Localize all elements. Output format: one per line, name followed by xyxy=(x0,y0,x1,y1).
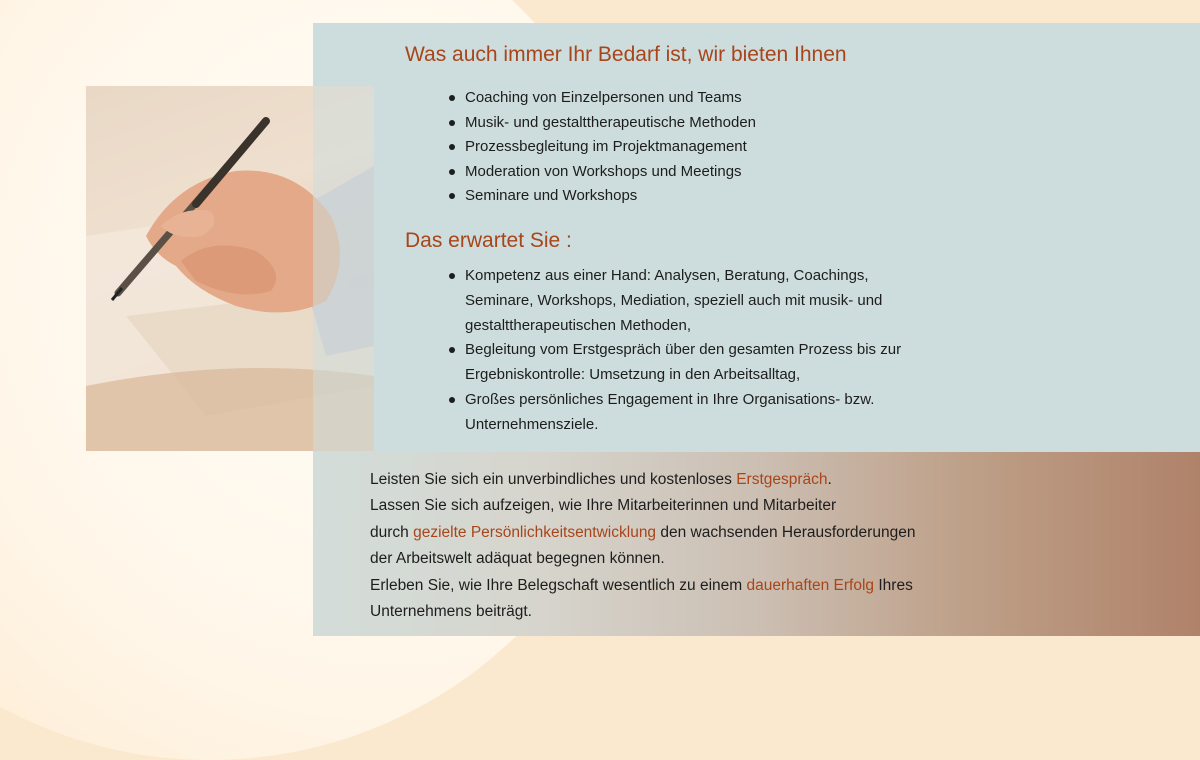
offer-heading: Was auch immer Ihr Bedarf ist, wir bieten Ihnen xyxy=(405,43,847,66)
highlight-persoenlichkeitsentwicklung: gezielte Persönlichkeitsentwicklung xyxy=(413,523,657,541)
highlight-dauerhafter-erfolg: dauerhaften Erfolg xyxy=(746,576,875,594)
list-item: Coaching von Einzelpersonen und Teams xyxy=(447,86,756,111)
closing-line xyxy=(370,520,1170,546)
closing-line: Unternehmens beiträgt. xyxy=(370,603,532,621)
expect-heading: Das erwartet Sie : xyxy=(405,229,572,252)
text: Erleben Sie, wie Ihre Belegschaft wesentlich zu einem xyxy=(370,576,747,594)
closing-line xyxy=(370,467,1170,493)
closing-paragraph xyxy=(370,467,1170,625)
text: den wachsenden Herausforderungen xyxy=(656,523,916,541)
list-item-line: Großes persönliches Engagement in Ihre Organisations- bzw. xyxy=(465,390,875,408)
list-item-line: Unternehmensziele. xyxy=(465,415,599,433)
list-item xyxy=(447,338,1007,388)
text: Leisten Sie sich ein unverbindliches und kostenloses xyxy=(370,471,737,488)
text: Ihres xyxy=(874,576,913,594)
closing-line xyxy=(370,573,1170,599)
list-item-line: Begleitung vom Erstgespräch über den gesamten Prozess bis zur xyxy=(465,341,902,359)
text: . xyxy=(827,471,832,488)
list-item xyxy=(447,388,1007,438)
list-item xyxy=(447,264,1007,338)
list-item-line: Ergebniskontrolle: Umsetzung in den Arbeitsalltag, xyxy=(465,366,801,384)
list-item-line: Seminare, Workshops, Mediation, speziell auch mit musik- und xyxy=(465,291,883,309)
list-item: Moderation von Workshops und Meetings xyxy=(447,160,756,185)
expect-list xyxy=(447,264,1007,438)
photo-overlay xyxy=(313,86,374,451)
list-item: Seminare und Workshops xyxy=(447,184,756,209)
list-item-line: Kompetenz aus einer Hand: Analysen, Beratung, Coachings, xyxy=(465,267,869,284)
list-item-line: gestalttherapeutischen Methoden, xyxy=(465,316,691,334)
closing-line: der Arbeitswelt adäquat begegnen können. xyxy=(370,550,665,568)
list-item: Musik- und gestalttherapeutische Methoden xyxy=(447,111,756,136)
closing-line: Lassen Sie sich aufzeigen, wie Ihre Mitarbeiterinnen und Mitarbeiter xyxy=(370,497,837,515)
offer-list xyxy=(447,86,756,209)
highlight-erstgespraech: Erstgespräch xyxy=(736,471,828,488)
text: durch xyxy=(370,523,414,541)
list-item: Prozessbegleitung im Projektmanagement xyxy=(447,135,756,160)
